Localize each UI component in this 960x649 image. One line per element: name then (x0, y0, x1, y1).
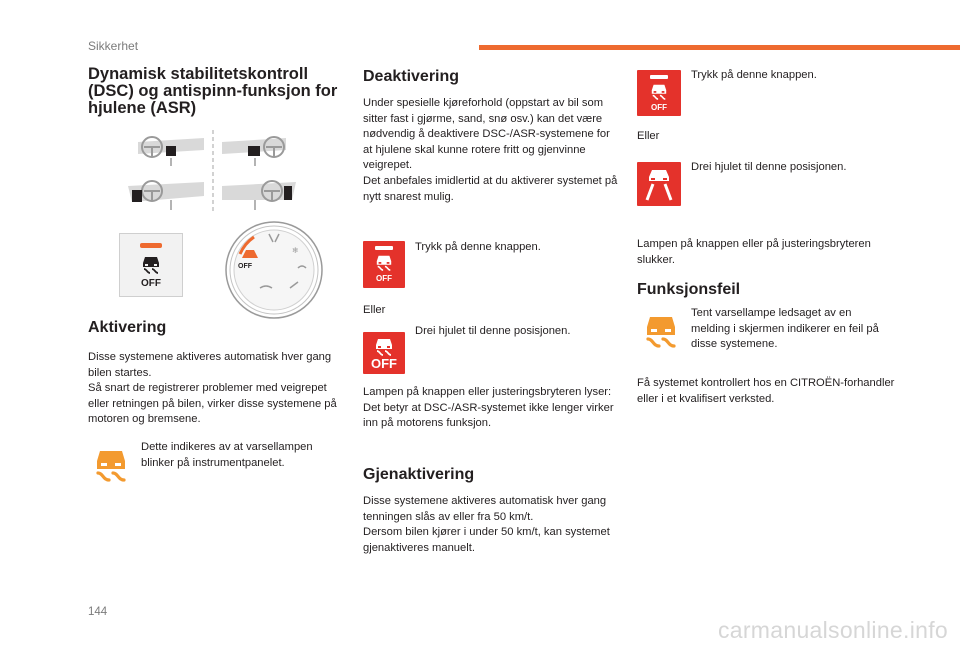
rotary-dial-icon (224, 220, 324, 320)
page-number: 144 (88, 606, 108, 618)
page-title: Dynamisk stabilitetskontroll (DSC) og antispinn-funksjon for hjulene (ASR) (88, 65, 338, 117)
deactivation-press-text: Trykk på denne knappen. (415, 241, 541, 253)
deactivation-turn-text: Drei hjulet til denne posisjonen. (415, 325, 571, 337)
fault-text: Få systemet kontrollert hos en CITROËN-forhandler eller i et kvalifisert verksted. (637, 377, 895, 405)
deactivation-text: Under spesielle kjøreforhold (oppstart av bil som sitter fast i gjørme, sand, snø osv.) kan det være nødvendig å deaktivere DSC-/ASR-systemene for at hjulene skal kunne rotere fritt og gjenvinne veigrepet. Det anbefales imidlertid at du aktiverer systemet på nytt snarest mulig. (363, 97, 618, 203)
svg-text:❄: ❄ (292, 246, 299, 255)
deactivation-or-text: Eller (363, 304, 386, 316)
terrain-rotary-dial (224, 220, 324, 320)
heading-activation: Aktivering (88, 319, 167, 336)
header-accent-bar (479, 45, 960, 50)
reactivation-turn-text: Drei hjulet til denne posisjonen. (691, 161, 847, 173)
section-label: Sikkerhet (88, 39, 139, 53)
road-mode-red-icon (637, 162, 681, 206)
heading-reactivation: Gjenaktivering (363, 466, 475, 483)
traction-warning-icon (93, 447, 129, 483)
activation-text: Disse systemene aktiveres automatisk hver gang bilen startes. Så snart de registrerer problemer med veigrepet eller retningen på bilen, virker disse systemene på motoren og bremsene. (88, 351, 337, 426)
reactivation-text: Disse systemene aktiveres automatisk hver gang tenningen slås av eller fra 50 km/t. Dersom bilen kjører i under 50 km/t, kan systemet gjenaktiveres manuelt. (363, 495, 610, 554)
dial-off-label: OFF (238, 263, 252, 270)
traction-off-icon (141, 254, 161, 274)
steering-wheel-illustrations (124, 128, 314, 214)
button-off-label: OFF (141, 278, 161, 289)
reactivation-press-text: Trykk på denne knappen. (691, 69, 817, 81)
heading-fault: Funksjonsfeil (637, 281, 741, 298)
traction-off-icon (374, 336, 394, 356)
traction-off-red-icon: OFF (363, 332, 405, 374)
button-indicator-lamp (140, 243, 162, 248)
heading-deactivation: Deaktivering (363, 68, 460, 85)
watermark: carmanualsonline.info (717, 617, 948, 643)
reactivation-result-text: Lampen på knappen eller på justeringsbryteren slukker. (637, 238, 871, 266)
fault-warning-text: Tent varsellampe ledsaget av en melding i skjermen indikerer en feil på disse systemene. (691, 307, 879, 351)
activation-warning-text: Dette indikeres av at varsellampen blinker på instrumentpanelet. (141, 441, 313, 469)
reactivation-or-text: Eller (637, 130, 660, 142)
dsc-button-red-icon: OFF (363, 241, 405, 288)
traction-off-icon (650, 82, 668, 100)
deactivation-result-text: Lampen på knappen eller justeringsbryteren lyser: Det betyr at DSC-/ASR-systemet ikke lenger virker inn på motorens funksjon. (363, 386, 614, 430)
dsc-off-button (119, 233, 183, 297)
traction-off-icon (375, 253, 393, 271)
steering-wheel-icon (124, 128, 314, 214)
traction-warning-icon (643, 313, 679, 349)
dsc-button-red-icon: OFF (637, 70, 681, 116)
road-icon (642, 166, 676, 202)
